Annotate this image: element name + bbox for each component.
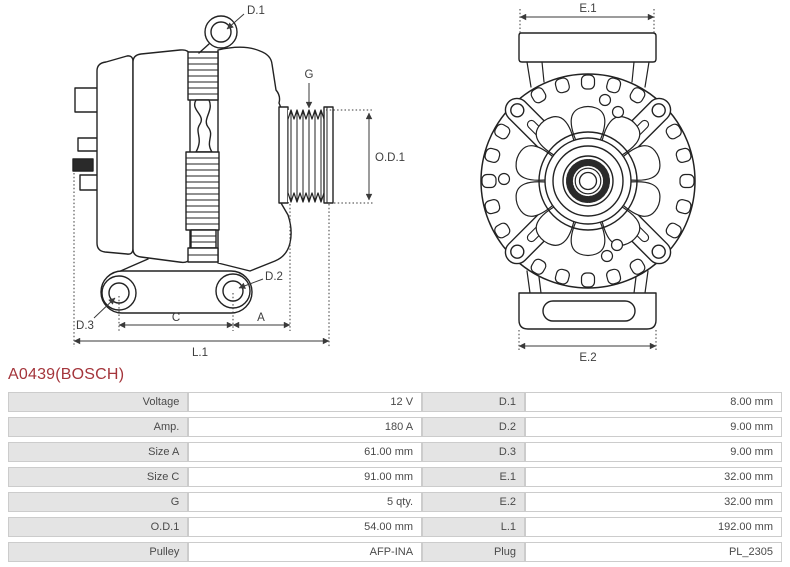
spec-label: G bbox=[8, 492, 188, 512]
spec-row-od1 bbox=[8, 517, 782, 537]
dim-label-g: G bbox=[304, 69, 314, 81]
shaft-bore bbox=[580, 173, 597, 190]
dim-label-e1: E.1 bbox=[579, 3, 597, 15]
housing bbox=[133, 50, 190, 263]
spec-label: Plug bbox=[422, 542, 525, 562]
spec-row-g bbox=[8, 492, 782, 512]
spec-row-size-c bbox=[8, 467, 782, 487]
spec-label: Size A bbox=[8, 442, 188, 462]
spec-value: PL_2305 bbox=[525, 542, 782, 562]
spec-value: AFP-INA bbox=[188, 542, 422, 562]
spec-value: 32.00 mm bbox=[525, 492, 782, 512]
spec-value: 192.00 mm bbox=[525, 517, 782, 537]
spec-value: 180 A bbox=[188, 417, 422, 437]
dim-label-l1: L.1 bbox=[192, 347, 208, 359]
spec-label: Size C bbox=[8, 467, 188, 487]
spec-label: L.1 bbox=[422, 517, 525, 537]
spec-label: Voltage bbox=[8, 392, 188, 412]
spec-row-voltage bbox=[8, 392, 782, 412]
rear-cover bbox=[97, 56, 133, 254]
spec-value: 5 qty. bbox=[188, 492, 422, 512]
dim-label-d3: D.3 bbox=[76, 320, 94, 332]
front-view-drawing bbox=[481, 33, 695, 329]
spec-label: O.D.1 bbox=[8, 517, 188, 537]
spec-row-amp bbox=[8, 417, 782, 437]
spec-row-size-a bbox=[8, 442, 782, 462]
spec-value: 9.00 mm bbox=[525, 442, 782, 462]
spec-value: 8.00 mm bbox=[525, 392, 782, 412]
spec-label: Pulley bbox=[8, 542, 188, 562]
spec-label: E.2 bbox=[422, 492, 525, 512]
dim-label-d1: D.1 bbox=[247, 5, 265, 17]
spec-label: D.2 bbox=[422, 417, 525, 437]
spec-value: 54.00 mm bbox=[188, 517, 422, 537]
terminal-block-dark bbox=[73, 159, 93, 171]
spec-value: 61.00 mm bbox=[188, 442, 422, 462]
spec-label: D.1 bbox=[422, 392, 525, 412]
dim-label-c: C bbox=[171, 312, 181, 324]
pulley-outer-flange bbox=[324, 107, 333, 203]
shaft-neck bbox=[195, 100, 212, 152]
spec-label: E.1 bbox=[422, 467, 525, 487]
top-bracket bbox=[519, 33, 656, 62]
spec-value: 91.00 mm bbox=[188, 467, 422, 487]
spec-label: Amp. bbox=[8, 417, 188, 437]
spec-value: 12 V bbox=[188, 392, 422, 412]
dim-label-e2: E.2 bbox=[579, 352, 597, 364]
terminal-block bbox=[78, 138, 98, 151]
side-view-drawing bbox=[73, 16, 333, 313]
terminal-block bbox=[75, 88, 98, 112]
spec-label: D.3 bbox=[422, 442, 525, 462]
dim-label-d2: D.2 bbox=[265, 271, 283, 283]
spec-table bbox=[8, 387, 782, 567]
pulley-inner-flange bbox=[279, 107, 288, 203]
part-number-title: A0439(BOSCH) bbox=[8, 366, 125, 383]
spec-value: 9.00 mm bbox=[525, 417, 782, 437]
spec-value: 32.00 mm bbox=[525, 467, 782, 487]
terminal-block bbox=[80, 175, 98, 190]
dim-label-a: A bbox=[257, 312, 265, 324]
spec-row-pulley bbox=[8, 542, 782, 562]
bottom-bracket-slot bbox=[543, 301, 635, 321]
dim-label-od1: O.D.1 bbox=[375, 152, 406, 164]
